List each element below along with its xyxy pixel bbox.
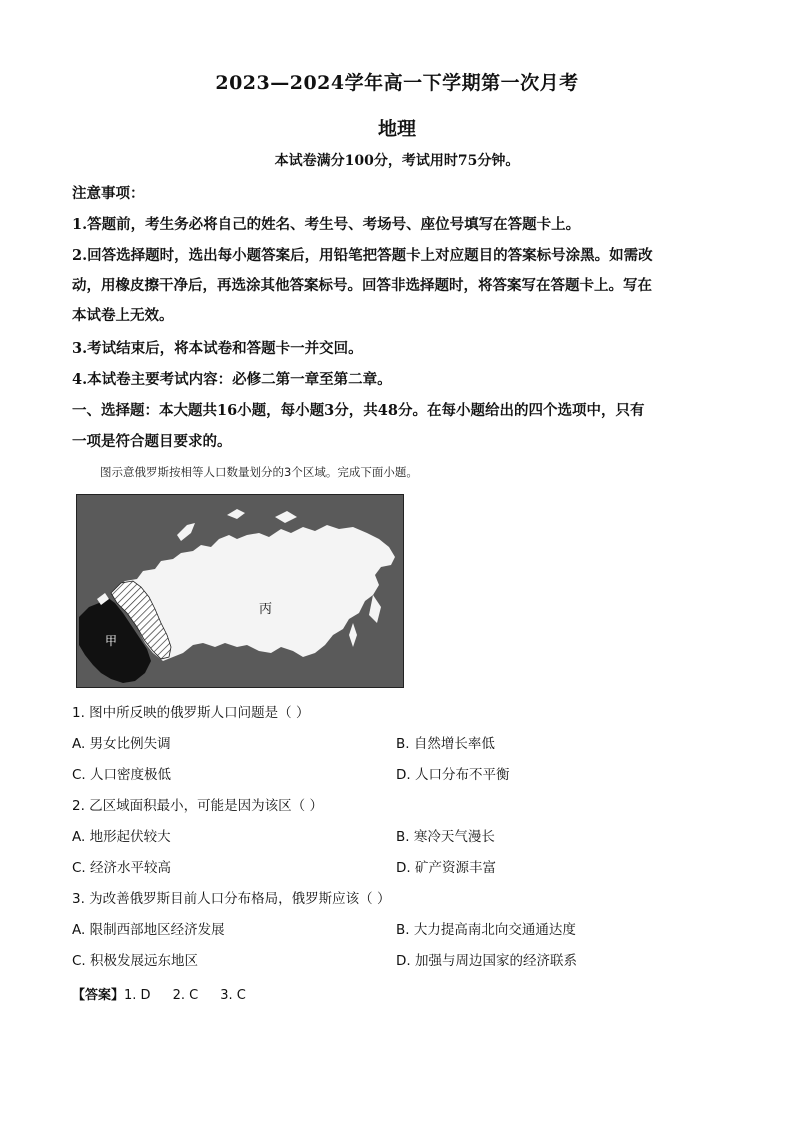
q1-option-c: C. 人口密度极低: [72, 767, 172, 783]
russia-map-graphic: [77, 495, 403, 687]
q1-option-d: D. 人口分布不平衡: [396, 767, 510, 783]
note-line: 4.本试卷主要考试内容：必修二第一章至第二章。: [72, 371, 392, 388]
question-2-stem: 2. 乙区域面积最小，可能是因为该区（ ）: [72, 798, 323, 814]
question-1-stem: 1. 图中所反映的俄罗斯人口问题是（ ）: [72, 705, 310, 721]
exam-title: 2023—2024学年高一下学期第一次月考: [215, 72, 579, 94]
q2-option-a: A. 地形起伏较大: [72, 829, 171, 845]
section-heading: 一、选择题：本大题共16小题，每小题3分，共48分。在每小题给出的四个选项中，只有: [72, 402, 645, 419]
note-line: 动，用橡皮擦干净后，再选涂其他答案标号。回答非选择题时，将答案写在答题卡上。写在: [72, 277, 652, 294]
q2-option-b: B. 寒冷天气漫长: [396, 829, 495, 845]
q3-option-b: B. 大力提高南北向交通通达度: [396, 922, 576, 938]
notes-heading: 注意事项：: [72, 185, 145, 202]
q3-option-d: D. 加强与周边国家的经济联系: [396, 953, 577, 969]
scoring-note: 本试卷满分100分，考试用时75分钟。: [274, 153, 520, 169]
map-intro: 图示意俄罗斯按相等人口数量划分的3个区域。完成下面小题。: [100, 465, 418, 479]
section-heading-cont: 一项是符合题目要求的。: [72, 433, 232, 450]
answer-line: [72, 984, 246, 1003]
note-line: 2.回答选择题时，选出每小题答案后，用铅笔把答题卡上对应题目的答案标号涂黑。如需改: [72, 247, 653, 264]
q2-option-d: D. 矿产资源丰富: [396, 860, 496, 876]
note-line: 3.考试结束后，将本试卷和答题卡一并交回。: [72, 340, 363, 357]
q3-option-c: C. 积极发展远东地区: [72, 953, 199, 969]
q1-option-b: B. 自然增长率低: [396, 736, 495, 752]
q1-option-a: A. 男女比例失调: [72, 736, 171, 752]
note-line: 1.答题前，考生务必将自己的姓名、考生号、考场号、座位号填写在答题卡上。: [72, 216, 581, 233]
note-line: 本试卷上无效。: [72, 307, 174, 324]
answer-item-1: 1. D: [124, 988, 151, 1003]
q3-option-a: A. 限制西部地区经济发展: [72, 922, 225, 938]
question-3-stem: 3. 为改善俄罗斯目前人口分布格局，俄罗斯应该（ ）: [72, 891, 391, 907]
map-label-jia: 甲: [105, 634, 118, 648]
q2-option-c: C. 经济水平较高: [72, 860, 172, 876]
answer-item-3: 3. C: [220, 988, 246, 1003]
answer-item-2: 2. C: [172, 988, 199, 1003]
map-label-bing: 丙: [259, 602, 273, 617]
subject-title: 地理: [377, 118, 416, 140]
answer-label: 【答案】: [72, 988, 125, 1003]
russia-map: [76, 494, 404, 688]
